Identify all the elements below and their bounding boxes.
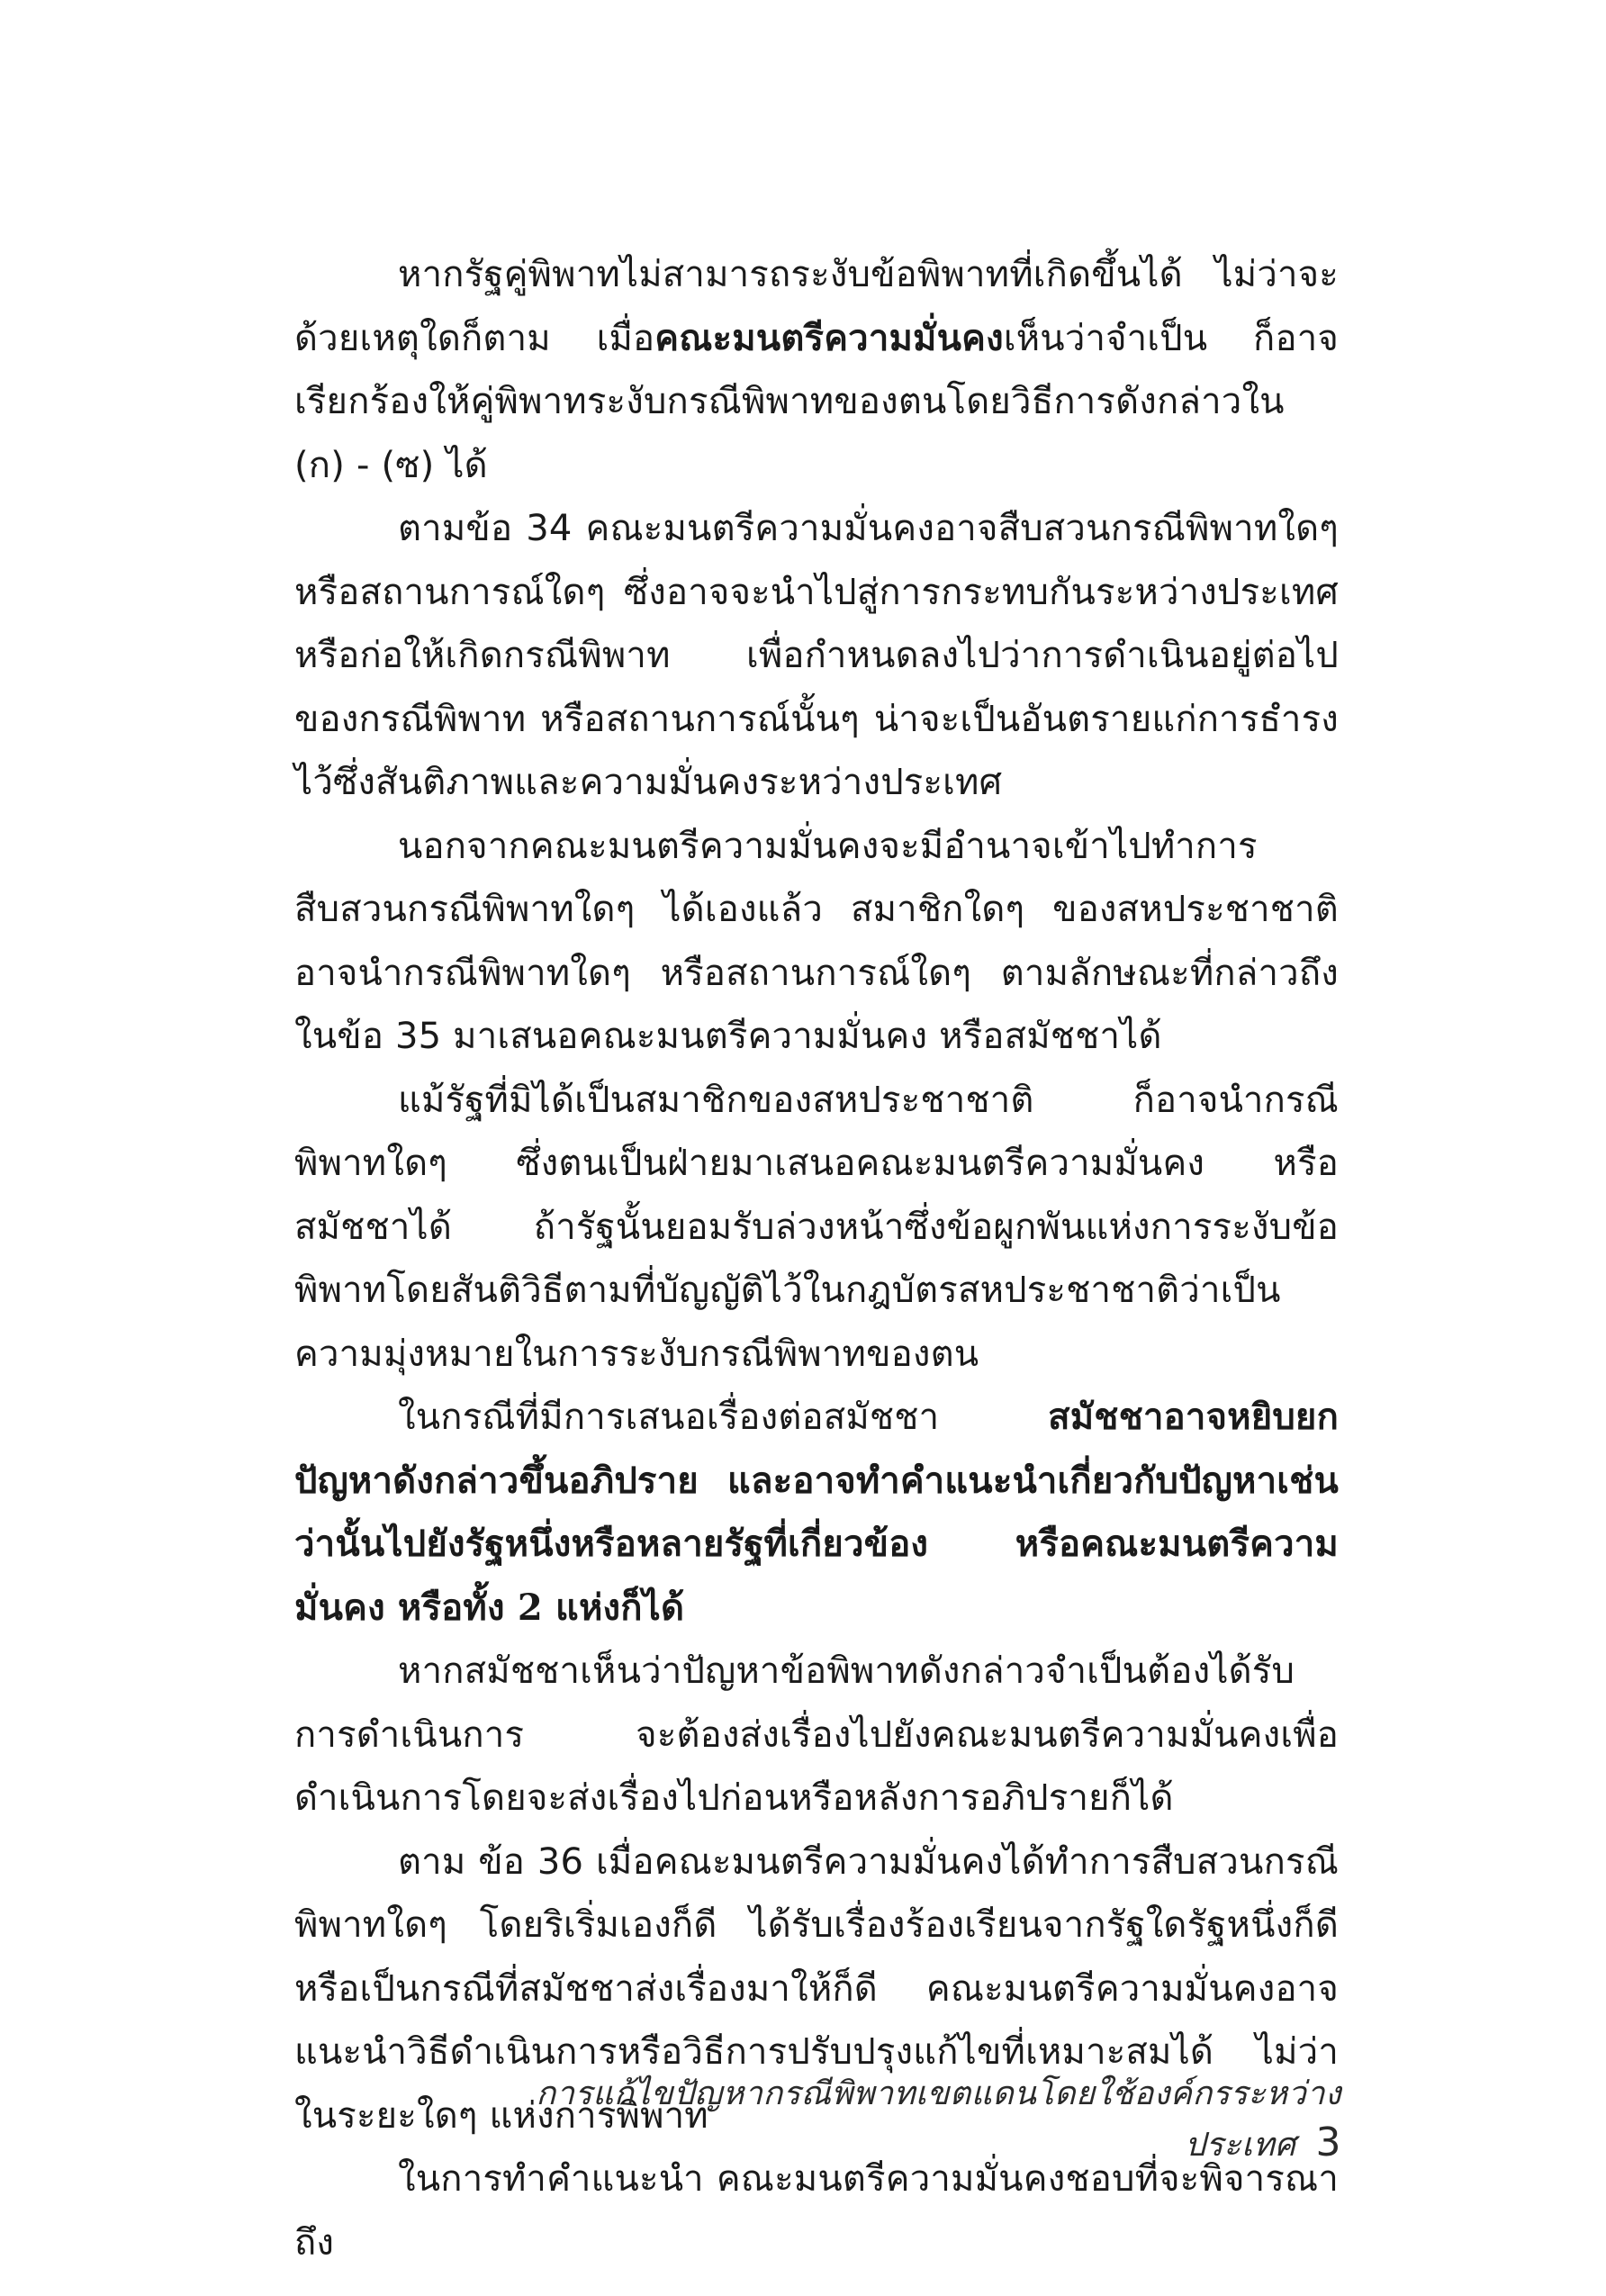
paragraph-5-bold: สมัชชาอาจหยิบยกปัญหาดังกล่าวขึ้นอภิปราย และอาจทำคำแนะนำเกี่ยวกับปัญหาเช่นว่านั้นไปยังรัฐหนึ่งหรือหลายรัฐที่เกี่ยวข้อง หรือคณะมนตรีความมั่นคง หรือทั้ง 2 แห่งก็ได้ xyxy=(294,1396,1339,1629)
paragraph-3: นอกจากคณะมนตรีความมั่นคงจะมีอำนาจเข้าไปทำการสืบสวนกรณีพิพาทใดๆ ได้เองแล้ว สมาชิกใดๆ ของสหประชาชาติอาจนำกรณีพิพาทใดๆ หรือสถานการณ์ใดๆ ตามลักษณะที่กล่าวถึงในข้อ 35 มาเสนอคณะมนตรีความมั่นคง หรือสมัชชาได้ xyxy=(294,825,1339,1057)
paragraph-1 xyxy=(294,243,1339,497)
paragraph-1-text-b: เห็นว่าจำเป็น ก็อาจเรียกร้องให้คู่พิพาทระงับกรณีพิพาทของตนโดยวิธีการดังกล่าวใน (ก) - (ซ) ได้ xyxy=(294,317,1339,486)
paragraph-7: ตาม ข้อ 36 เมื่อคณะมนตรีความมั่นคงได้ทำการสืบสวนกรณีพิพาทใดๆ โดยริเริ่มเองก็ดี ได้รับเรื่องร้องเรียนจากรัฐใดรัฐหนึ่งก็ดี หรือเป็นกรณีที่สมัชชาส่งเรื่องมาให้ก็ดี คณะมนตรีความมั่นคงอาจแนะนำวิธีดำเนินการหรือวิธีการปรับปรุงแก้ไขที่เหมาะสมได้ ไม่ว่าในระยะใดๆ แห่งการพิพาท xyxy=(294,1840,1339,2137)
paragraph-6: หากสมัชชาเห็นว่าปัญหาข้อพิพาทดังกล่าวจำเป็นต้องได้รับการดำเนินการ จะต้องส่งเรื่องไปยังคณะมนตรีความมั่นคงเพื่อดำเนินการโดยจะส่งเรื่องไปก่อนหรือหลังการอภิปรายก็ได้ xyxy=(294,1650,1339,1819)
paragraph-5-text-a: ในกรณีที่มีการเสนอเรื่องต่อสมัชชา xyxy=(398,1397,1049,1438)
paragraph-5 xyxy=(294,1386,1339,1640)
paragraph-1-bold: คณะมนตรีความมั่นคง xyxy=(654,316,1004,359)
paragraph-2: ตามข้อ 34 คณะมนตรีความมั่นคงอาจสืบสวนกรณีพิพาทใดๆ หรือสถานการณ์ใดๆ ซึ่งอาจจะนำไปสู่การกระทบกันระหว่างประเทศ หรือก่อให้เกิดกรณีพิพาท เพื่อกำหนดลงไปว่าการดำเนินอยู่ต่อไปของกรณีพิพาท หรือสถานการณ์นั้นๆ น่าจะเป็นอันตรายแก่การธำรงไว้ซึ่งสันติภาพและความมั่นคงระหว่างประเทศ xyxy=(294,508,1339,803)
page-footer xyxy=(486,2067,1341,2170)
paragraph-4: แม้รัฐที่มิได้เป็นสมาชิกของสหประชาชาติ ก็อาจนำกรณีพิพาทใดๆ ซึ่งตนเป็นฝ่ายมาเสนอคณะมนตรีความมั่นคง หรือสมัชชาได้ ถ้ารัฐนั้นยอมรับล่วงหน้าซึ่งข้อผูกพันแห่งการระงับข้อพิพาทโดยสันติวิธีตามที่บัญญัติไว้ในกฎบัตรสหประชาชาติว่าเป็นความมุ่งหมายในการระงับกรณีพิพาทของตน xyxy=(294,1079,1339,1375)
running-title: การแก้ไขปัญหากรณีพิพาทเขตแดนโดยใช้องค์กรระหว่างประเทศ xyxy=(536,2075,1341,2164)
paragraph-1-text-a: หากรัฐคู่พิพาทไม่สามารถระงับข้อพิพาทที่เกิดขึ้นได้ ไม่ว่าจะด้วยเหตุใดก็ตาม เมื่อ xyxy=(294,254,1339,359)
page-number: 3 xyxy=(1315,2120,1341,2165)
body-text xyxy=(294,243,1339,2274)
paragraph-8: ในการทำคำแนะนำ คณะมนตรีความมั่นคงชอบที่จะพิจารณาถึง xyxy=(294,2158,1339,2264)
